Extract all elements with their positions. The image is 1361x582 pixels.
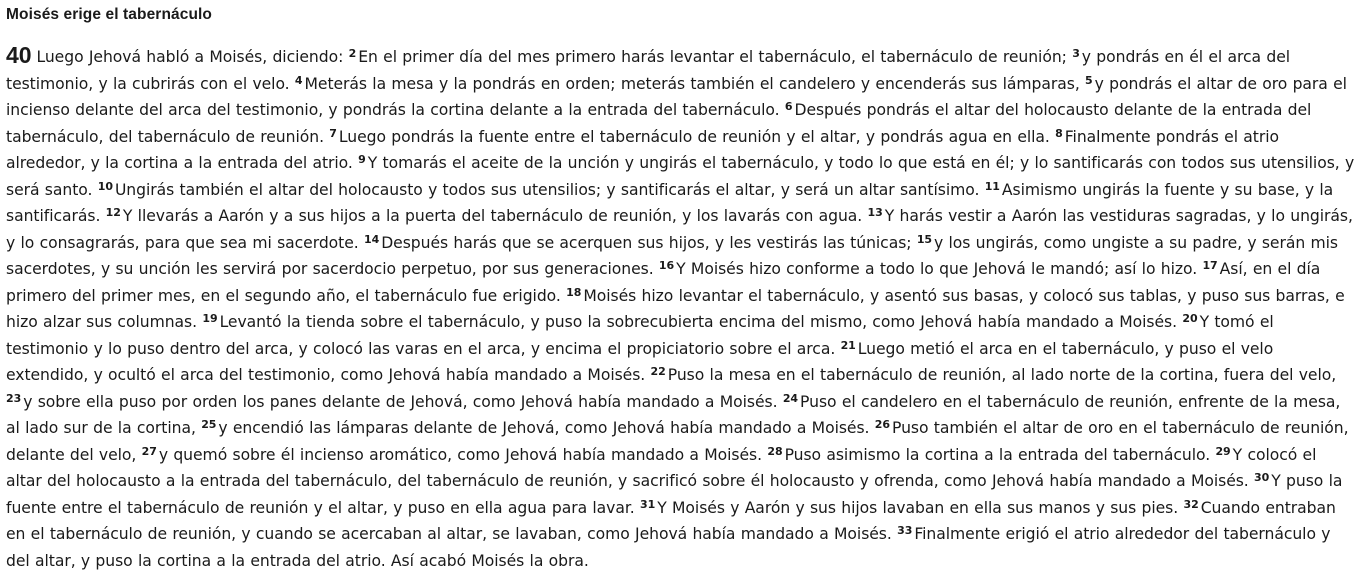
verse-number: 28	[767, 444, 783, 458]
verse-text: y pondrás el altar de oro para el incienso delante del arca del testimonio, y pondrás la cortina delante a la entrada del tabernáculo.	[6, 74, 1347, 119]
verse-number: 31	[640, 497, 656, 511]
verse-number: 22	[650, 365, 666, 378]
verse-text: Moisés hizo levantar el tabernáculo, y asentó sus basas, y colocó sus tablas, y puso sus barras, e hizo alzar sus columnas.	[6, 286, 1345, 331]
verse-text: Y Moisés hizo conforme a todo lo que Jehová le mandó; así lo hizo.	[676, 260, 1198, 278]
chapter-number: 40	[6, 42, 32, 68]
verse-text: Así, en el día primero del primer mes, en el segundo año, el tabernáculo fue erigido.	[6, 260, 1321, 305]
verse-text: y los ungirás, como ungiste a su padre, y serán mis sacerdotes, y su unción les servirá por sacerdocio perpetuo, por sus generaciones.	[6, 233, 1338, 278]
verse-text: Después harás que se acerquen sus hijos, y les vestirás las túnicas;	[381, 233, 912, 252]
verse-number: 2	[348, 47, 357, 60]
verse-text: y quemó sobre él incienso aromático, como Jehová había mandado a Moisés.	[158, 445, 763, 464]
verse-number: 5	[1085, 73, 1093, 87]
section-heading: Moisés erige el tabernáculo	[6, 6, 212, 23]
verse-number: 11	[984, 179, 1000, 193]
verse-text: Luego Jehová habló a Moisés, diciendo:	[36, 48, 344, 66]
verse-number: 18	[566, 285, 582, 299]
verse-text: Y Moisés y Aarón y sus hijos lavaban en ella sus manos y sus pies.	[657, 498, 1179, 517]
verse-text: Y tomarás el aceite de la unción y ungirás el tabernáculo, y todo lo que está en él; y lo santificarás con todos sus utensilios, y será santo.	[6, 154, 1355, 199]
verse-number: 10	[97, 179, 113, 193]
verse-number: 15	[916, 232, 933, 246]
verse-number: 19	[202, 312, 218, 325]
verse-text: Puso asimismo la cortina a la entrada del tabernáculo.	[784, 445, 1211, 464]
verse-text: Asimismo ungirás la fuente y su base, y la santificarás.	[6, 180, 1334, 225]
verse-number: 3	[1072, 47, 1080, 60]
verse-number: 9	[358, 153, 366, 166]
verse-number: 17	[1202, 259, 1218, 272]
verse-number: 16	[658, 259, 675, 272]
verse-number: 4	[294, 73, 303, 87]
verse-text: y sobre ella puso por orden los panes delante de Jehová, como Jehová había mandado a Moisés.	[23, 392, 778, 411]
verse-text: Finalmente erigió el atrio alrededor del tabernáculo y del altar, y puso la cortina a la entrada del atrio. Así acabó Moisés la obra.	[6, 525, 1331, 570]
verse-number: 25	[201, 418, 217, 431]
verse-text: Meterás la mesa y la pondrás en orden; meterás también el candelero y encenderás sus lámparas,	[304, 74, 1080, 93]
verse-number: 33	[897, 524, 913, 537]
verse-text: Luego metió el arca en el tabernáculo, y puso el velo extendido, y ocultó el arca del testimonio, como Jehová había mandado a Moisés.	[6, 339, 1274, 384]
verse-text: Levantó la tienda sobre el tabernáculo, y puso la sobrecubierta encima del mismo, como Jehová había mandado a Moisés.	[219, 313, 1178, 331]
verse-text: Puso la mesa en el tabernáculo de reunión, al lado norte de la cortina, fuera del velo,	[667, 366, 1337, 384]
verse-text: y encendió las lámparas delante de Jehová, como Jehová había mandado a Moisés.	[218, 419, 870, 437]
verse-text: Puso el candelero en el tabernáculo de reunión, enfrente de la mesa, al lado sur de la cortina,	[6, 392, 1341, 437]
verse-number: 14	[363, 232, 380, 246]
verse-number: 20	[1182, 312, 1198, 325]
verse-number: 12	[105, 206, 121, 219]
verse-text: Después pondrás el altar del holocausto delante de la entrada del tabernáculo, del tabernáculo de reunión.	[6, 101, 1312, 146]
verse-number: 6	[784, 100, 793, 113]
verse-number: 32	[1183, 497, 1199, 511]
verse-text: Y llevarás a Aarón y a sus hijos a la puerta del tabernáculo de reunión, y los lavarás con agua.	[122, 207, 863, 225]
verse-number: 27	[141, 444, 157, 458]
verse-number: 30	[1254, 471, 1270, 484]
chapter-passage	[6, 42, 1355, 574]
verse-text: Y colocó el altar del holocausto a la entrada del tabernáculo, del tabernáculo de reunión, y sacrificó sobre él holocausto y ofrenda, como Jehová había mandado a Moisés.	[6, 445, 1317, 490]
verse-number: 8	[1055, 126, 1063, 140]
verse-number: 24	[782, 391, 799, 405]
verse-text: Ungirás también el altar del holocausto y todos sus utensilios; y santificarás el altar, y será un altar santísimo.	[114, 180, 980, 199]
verse-number: 26	[874, 418, 890, 431]
verse-text: y pondrás en él el arca del testimonio, y la cubrirás con el velo.	[6, 48, 1291, 93]
verse-number: 13	[867, 206, 883, 219]
verse-text: En el primer día del mes primero harás levantar el tabernáculo, el tabernáculo de reunión;	[358, 48, 1067, 66]
verse-text: Y tomó el testimonio y lo puso dentro del arca, y colocó las varas en el arca, y encima el propiciatorio sobre el arca.	[6, 313, 1274, 358]
verse-number: 21	[840, 338, 856, 352]
verse-text: Puso también el altar de oro en el tabernáculo de reunión, delante del velo,	[6, 419, 1349, 464]
verse-text: Finalmente pondrás el atrio alrededor, y la cortina a la entrada del atrio.	[6, 127, 1279, 172]
verse-text: Cuando entraban en el tabernáculo de reunión, y cuando se acercaban al altar, se lavaban, como Jehová había mandado a Moisés.	[6, 498, 1336, 543]
verse-text: Y harás vestir a Aarón las vestiduras sagradas, y lo ungirás, y lo consagrarás, para que sea mi sacerdote.	[6, 207, 1353, 252]
verse-text: Luego pondrás la fuente entre el tabernáculo de reunión y el altar, y pondrás agua en ella.	[338, 127, 1050, 146]
verse-text: Y puso la fuente entre el tabernáculo de reunión y el altar, y puso en ella agua para lavar.	[6, 472, 1343, 517]
verse-number: 23	[6, 391, 22, 405]
verse-number: 29	[1215, 444, 1231, 458]
verse-number: 7	[329, 126, 337, 140]
